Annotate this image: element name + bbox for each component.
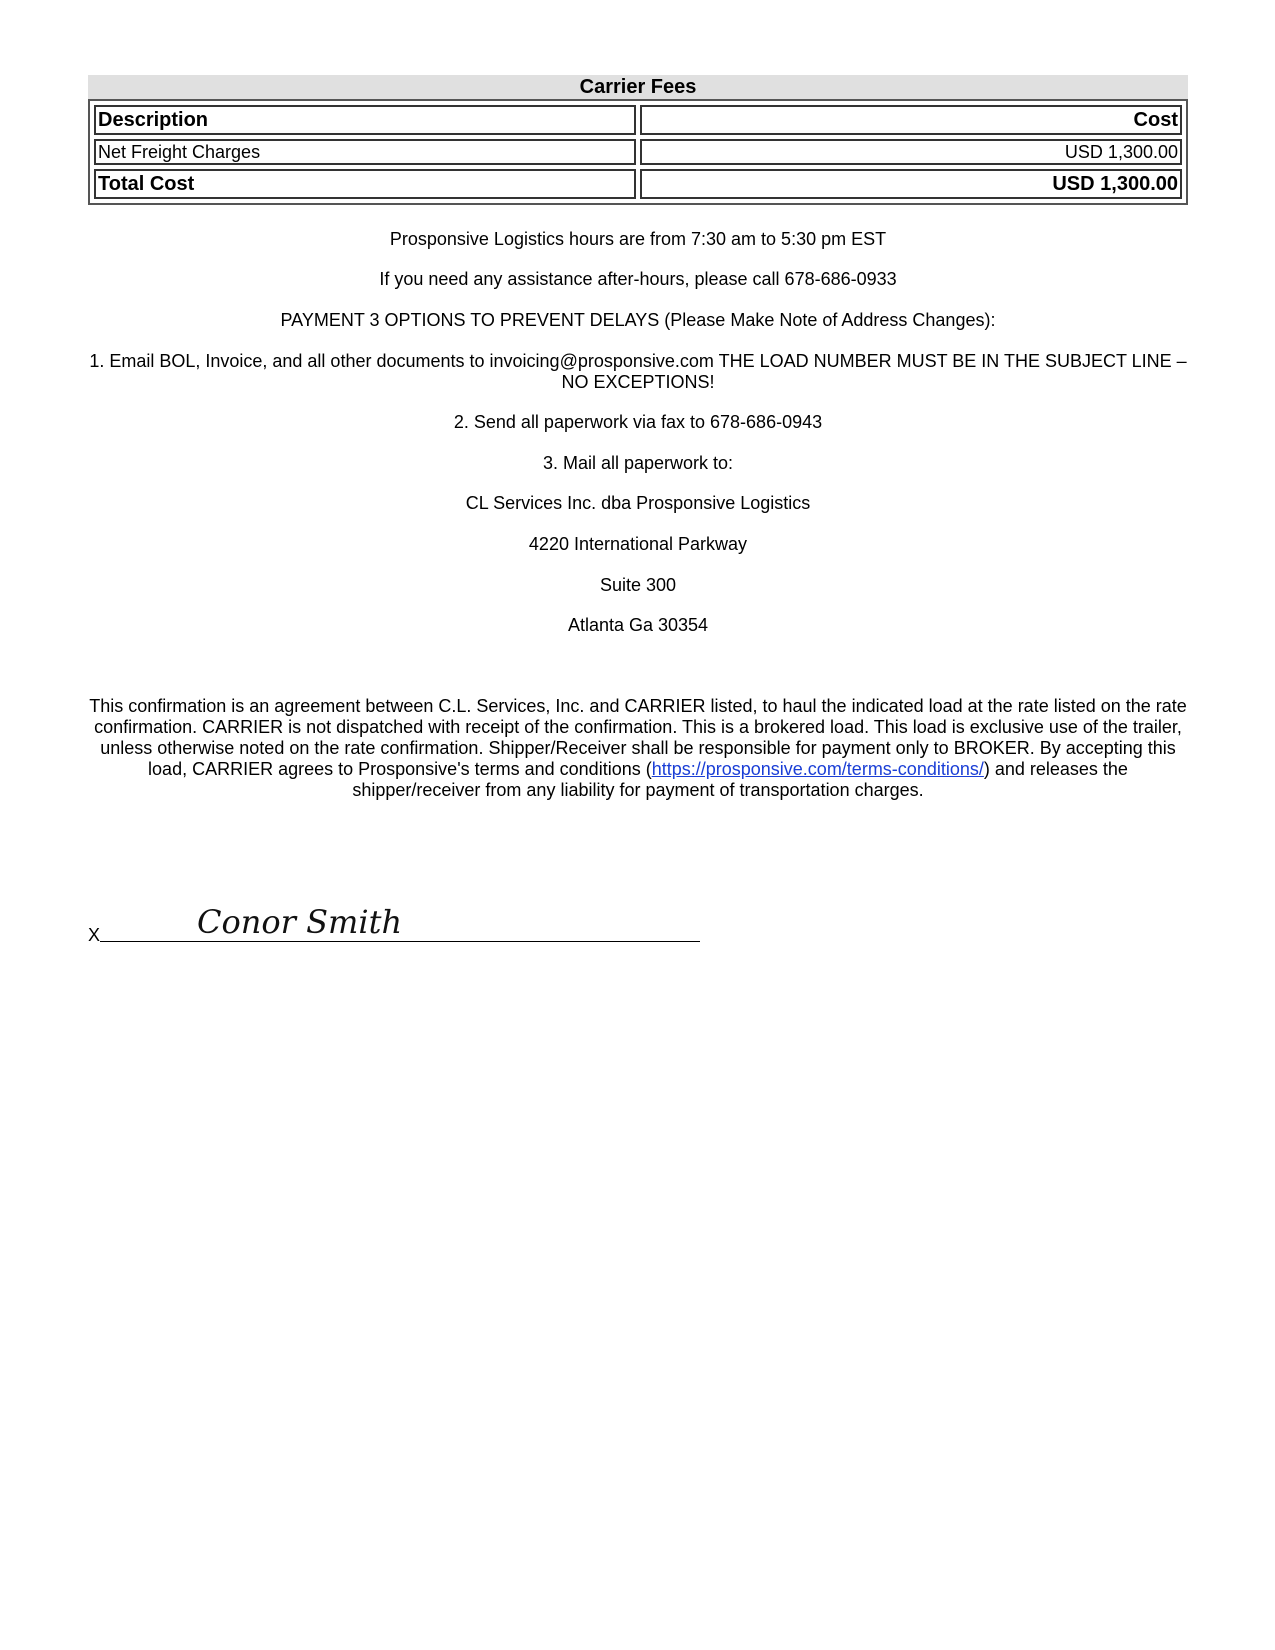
carrier-fees-title: Carrier Fees <box>88 75 1188 99</box>
item-cost: USD 1,300.00 <box>640 139 1182 165</box>
signature-block <box>88 905 708 945</box>
cost-header: Cost <box>640 105 1182 135</box>
total-row <box>94 169 1182 199</box>
agreement-text-after: ) and releases the shipper/receiver from any liability for payment of transportation charges. <box>352 759 1128 800</box>
agreement-paragraph <box>88 696 1188 801</box>
signature-name: Conor Smith <box>197 903 403 941</box>
carrier-fees-table <box>88 99 1188 205</box>
payment-option-fax: 2. Send all paperwork via fax to 678-686-0943 <box>453 412 823 432</box>
payment-option-email: 1. Email BOL, Invoice, and all other documents to invoicing@prosponsive.com THE LOAD NUMBER MUST BE IN THE SUBJECT LINE – NO EXCEPTIONS! <box>89 351 1187 392</box>
address-street: 4220 International Parkway <box>528 534 748 554</box>
handwritten-signature <box>193 899 493 943</box>
address-name: CL Services Inc. dba Prosponsive Logistics <box>465 493 811 513</box>
table-row <box>94 139 1182 165</box>
signature-mark: X <box>88 925 101 945</box>
payment-heading: PAYMENT 3 OPTIONS TO PREVENT DELAYS (Please Make Note of Address Changes): <box>280 310 996 330</box>
hours-text: Prosponsive Logistics hours are from 7:30 am to 5:30 pm EST <box>389 229 887 249</box>
description-header: Description <box>94 105 636 135</box>
item-description: Net Freight Charges <box>94 139 636 165</box>
terms-conditions-link[interactable]: https://prosponsive.com/terms-conditions/ <box>651 759 984 779</box>
total-label: Total Cost <box>94 169 636 199</box>
payment-option-mail: 3. Mail all paperwork to: <box>542 453 734 473</box>
after-hours-text: If you need any assistance after-hours, please call 678-686-0933 <box>379 269 897 289</box>
table-header-row <box>94 105 1182 135</box>
agreement-text-before: This confirmation is an agreement between C.L. Services, Inc. and CARRIER listed, to haul the indicated load at the rate listed on the rate confirmation. CARRIER is not dispatched with receipt of the confirmation. This is a brokered load. This load is exclusive use of the trailer, unless otherwise noted on the rate confirmation. Shipper/Receiver shall be responsible for payment only to BROKER. By accepting this load, CARRIER agrees to Prosponsive's terms and conditions ( <box>89 696 1187 779</box>
address-city: Atlanta Ga 30354 <box>567 615 709 635</box>
carrier-fees-section <box>88 75 1188 205</box>
address-suite: Suite 300 <box>599 575 677 595</box>
total-value: USD 1,300.00 <box>640 169 1182 199</box>
